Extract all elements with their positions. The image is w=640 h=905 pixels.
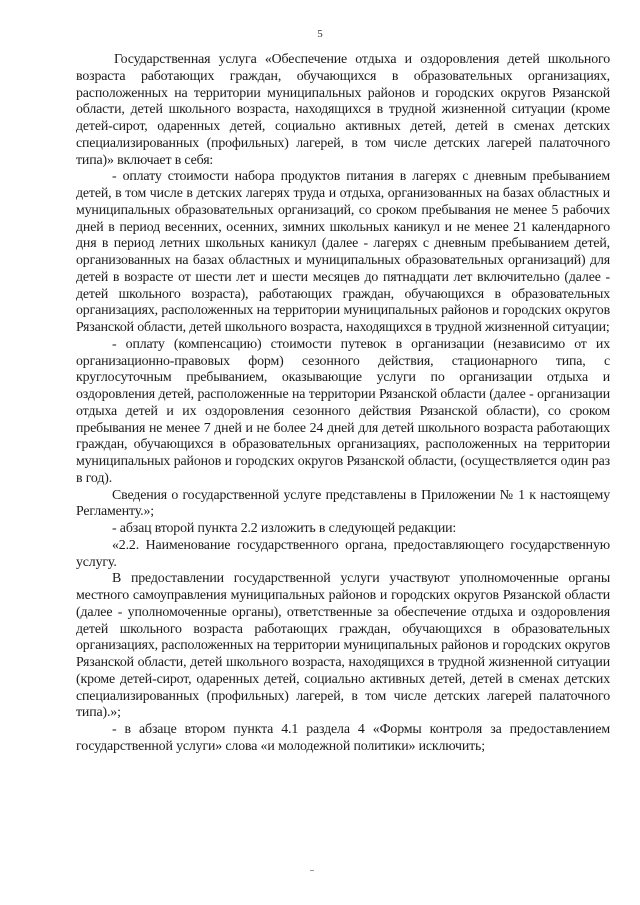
document-body: [76, 52, 610, 756]
paragraph-appendix-reference: Сведения о государственной услуге представлены в Приложении № 1 к настоящему Регламенту.»;: [76, 487, 610, 520]
paragraph-voucher-compensation: - оплату (компенсацию) стоимости путевок в организации (независимо от их организационно-правовых форм) сезонного действия, стационарного типа, с круглосуточным пребыванием, оказывающие услуги по организации отдыха и оздоровления детей, расположенные на территории Рязанской области (далее - организации отдыха детей и их оздоровления сезонного действия Рязанской области), со сроком пребывания не менее 7 дней и не более 24 дней для детей школьного возраста работающих граждан, обучающихся в образовательных организациях, расположенных на территории муниципальных районов и городских округов Рязанской области, (осуществляется один раз в год).: [76, 336, 610, 486]
paragraph-food-payment: - оплату стоимости набора продуктов питания в лагерях с дневным пребыванием детей, в том числе в детских лагерях труда и отдыха, организованных на базах областных и муниципальных образовательных организаций, со сроком пребывания не менее 5 рабочих дней в период весенних, осенних, зимних школьных каникул и не менее 21 календарного дня в период летних школьных каникул (далее - лагерях с дневным пребыванием детей, организованных на базах областных и муниципальных образовательных организаций) для детей в возрасте от шести лет и шести месяцев до пятнадцати лет включительно (далее - детей школьного возраста), работающих граждан, обучающихся в образовательных организациях, расположенных на территории муниципальных районов и городских округов Рязанской области, детей школьного возраста, находящихся в трудной жизненной ситуации;: [76, 169, 610, 335]
scan-mark: [310, 870, 314, 871]
paragraph-amendment-4-1: - в абзаце втором пункта 4.1 раздела 4 «Формы контроля за предоставлением государственной услуги» слова «и молодежной политики» исключить;: [76, 722, 610, 754]
paragraph-amendment-2-2: - абзац второй пункта 2.2 изложить в следующей редакции:: [112, 521, 457, 536]
paragraph-section-2-2-title: «2.2. Наименование государственного органа, предоставляющего государственную услугу.: [76, 537, 610, 570]
paragraph-service-description: Государственная услуга «Обеспечение отдыха и оздоровления детей школьного возраста работающих граждан, обучающихся в образовательных организациях, расположенных на территории муниципальных районов и городских округов Рязанской области, детей школьного возраста, находящихся в трудной жизненной ситуации (кроме детей-сирот, одаренных детей, социально активных детей, детей в сменах детских специализированных (профильных) лагерей, в том числе детских лагерей палаточного типа)» включает в себя:: [76, 52, 610, 168]
page-number: 5: [317, 28, 323, 40]
paragraph-authorized-bodies: В предоставлении государственной услуги участвуют уполномоченные органы местного самоуправления муниципальных районов и городских округов Рязанской области (далее - уполномоченные органы), ответственные за обеспечение отдыха и оздоровления детей школьного возраста работающих граждан, обучающихся в образовательных организациях, расположенных на территории муниципальных районов и городских округов Рязанской области, детей школьного возраста, находящихся в трудной жизненной ситуации (кроме детей-сирот, одаренных детей, социально активных детей, детей в сменах детских специализированных (профильных) лагерей, в том числе детских лагерей палаточного типа).»;: [76, 571, 610, 721]
